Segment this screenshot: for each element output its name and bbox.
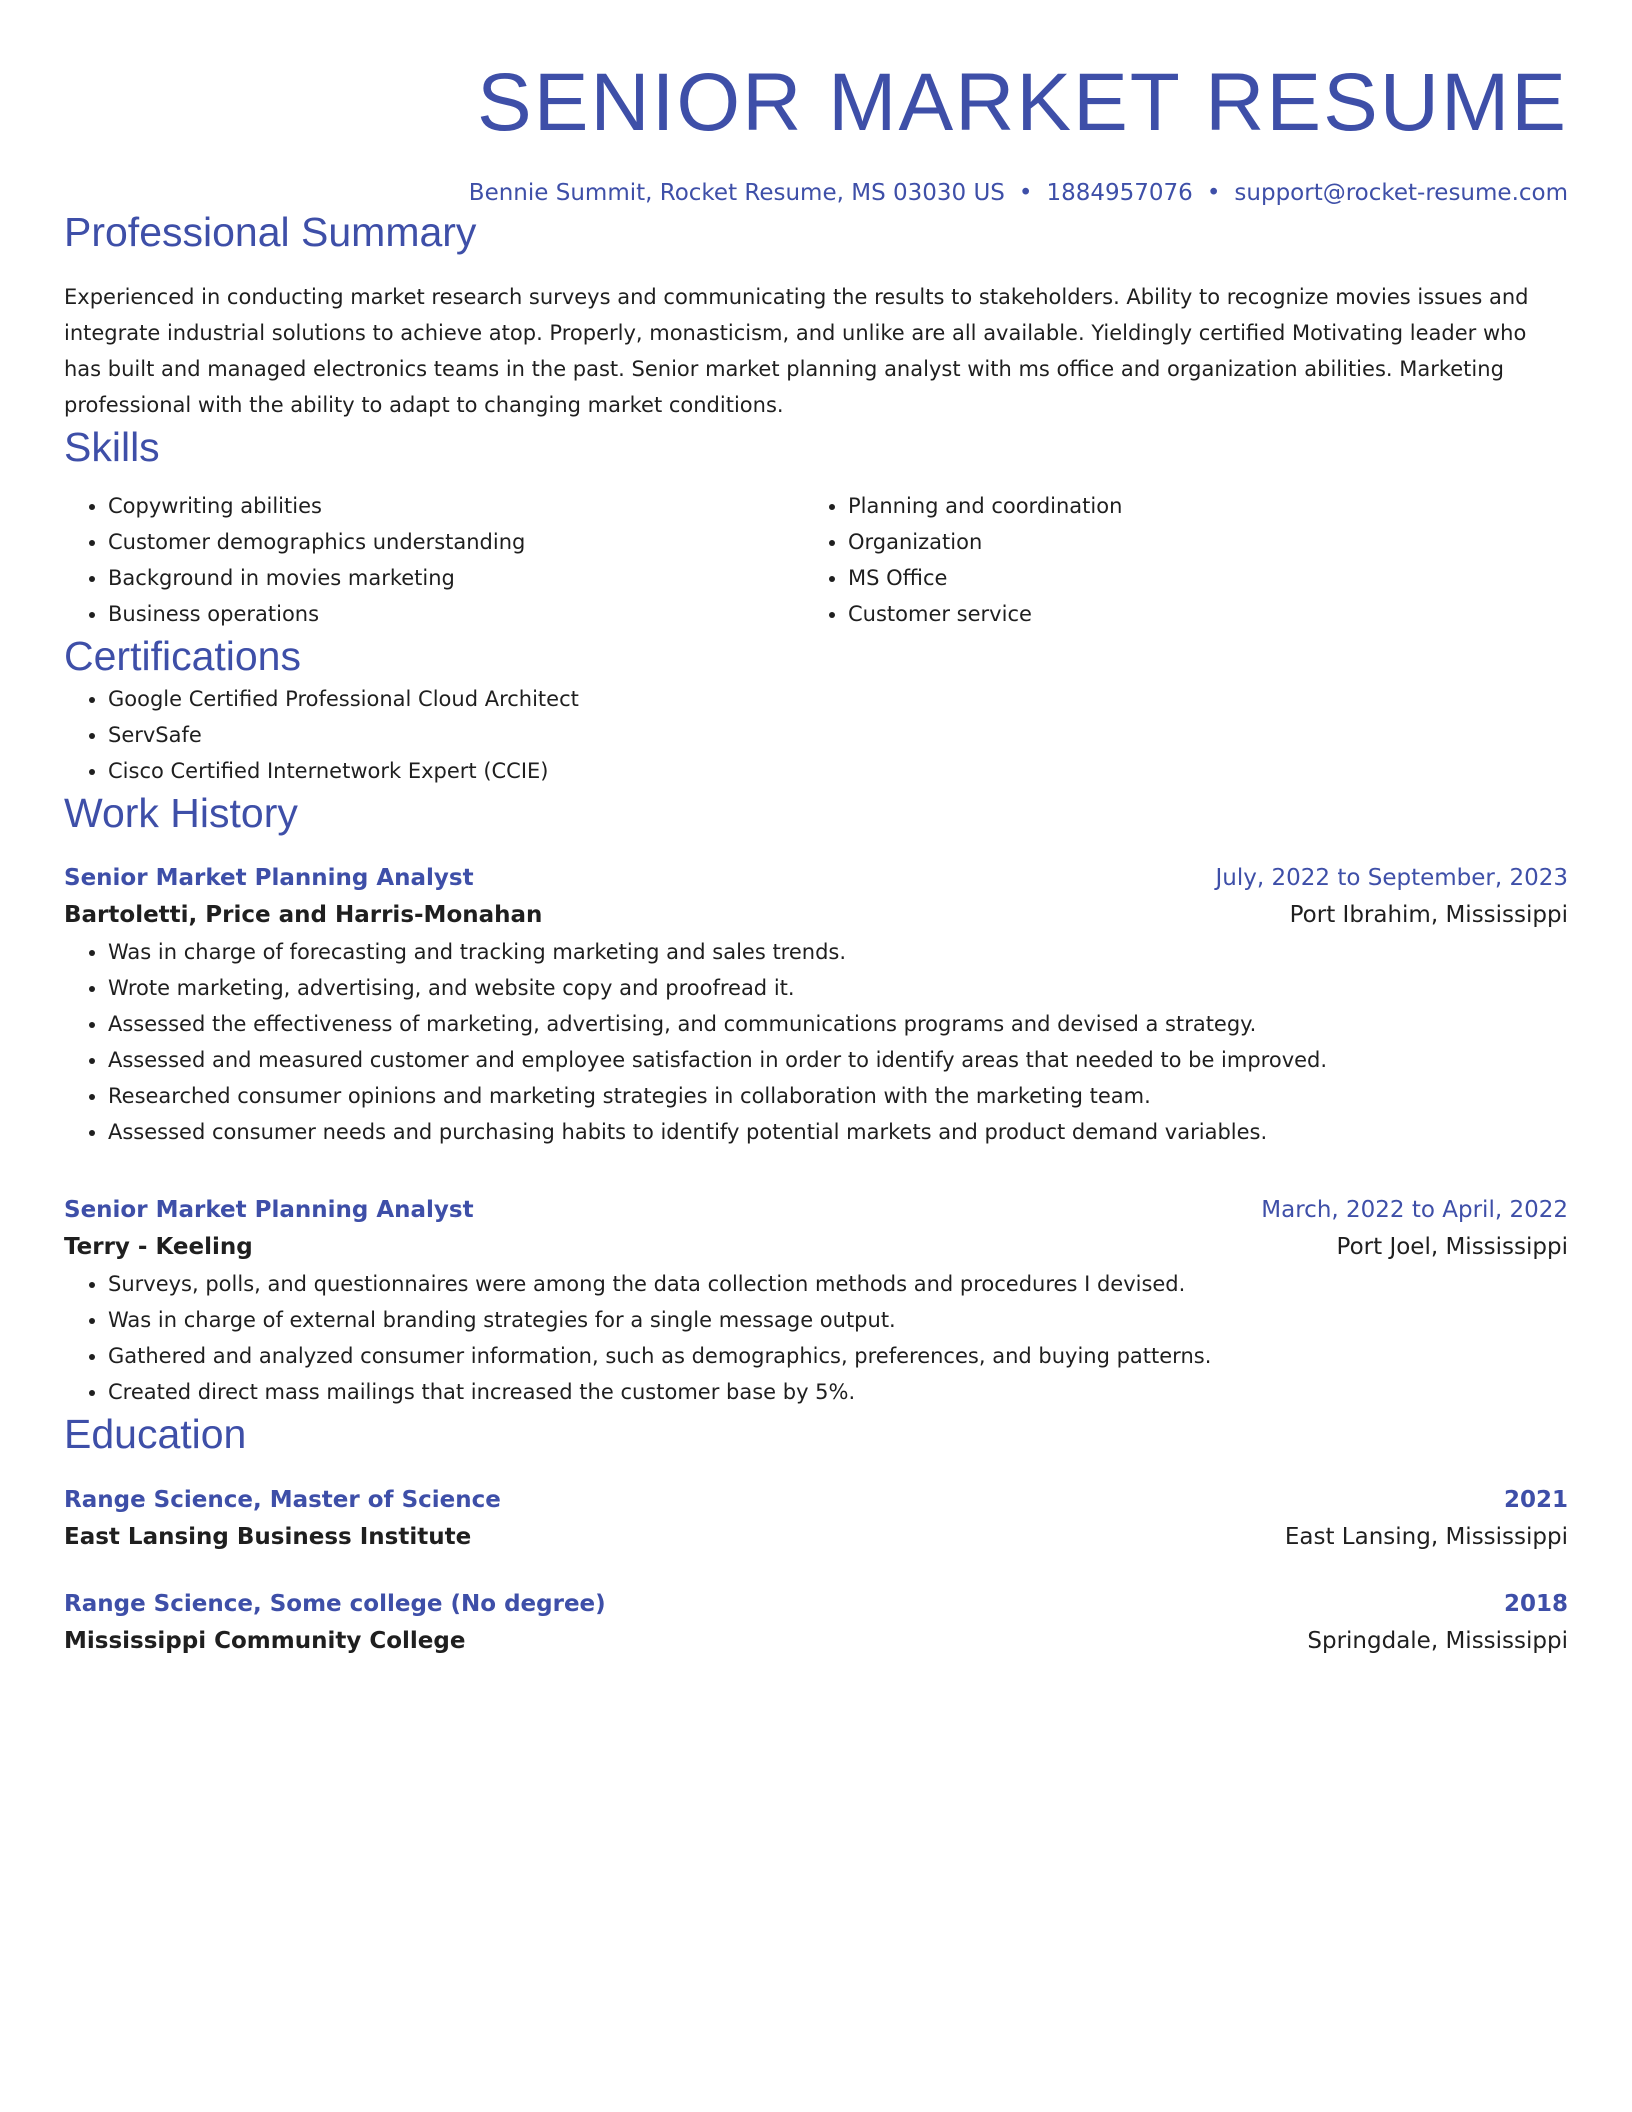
job-company: Terry - Keeling: [64, 1234, 253, 1261]
skill-item: • MS Office: [848, 560, 1568, 596]
skill-item: • Copywriting abilities: [108, 488, 804, 524]
skill-item: • Planning and coordination: [848, 488, 1568, 524]
contact-phone: 1884957076: [1046, 180, 1193, 206]
job-location: Port Ibrahim, Mississippi: [1289, 902, 1568, 929]
education-year: 2018: [1503, 1590, 1568, 1617]
education-location: Springdale, Mississippi: [1307, 1627, 1568, 1654]
certifications-heading: Certifications: [64, 632, 301, 679]
job-company: Bartoletti, Price and Harris-Monahan: [64, 902, 543, 929]
job-dates: July, 2022 to September, 2023: [1215, 865, 1568, 892]
summary-heading: Professional Summary: [64, 208, 477, 255]
job-duty: • Assessed the effectiveness of marketing, advertising, and communications programs and devised a strategy.: [108, 1006, 1568, 1042]
contact-email: support@rocket-resume.com: [1234, 180, 1568, 206]
skill-item: • Business operations: [108, 596, 804, 632]
education-school-row: [64, 1622, 1568, 1660]
job-duty: • Assessed consumer needs and purchasing habits to identify potential markets and product demand variables.: [108, 1114, 1568, 1150]
job-duties-list: [64, 1266, 1568, 1410]
job-dates: March, 2022 to April, 2022: [1261, 1197, 1568, 1224]
job-duty: • Surveys, polls, and questionnaires were among the data collection methods and procedures I devised.: [108, 1266, 1568, 1302]
education-section: [64, 1410, 1568, 1659]
education-header-row: [64, 1482, 1568, 1518]
job-company-row: [64, 1228, 1568, 1266]
certifications-section: [64, 632, 1568, 789]
skill-item: • Customer demographics understanding: [108, 524, 804, 560]
contact-line: [64, 180, 1568, 208]
education-degree: Range Science, Master of Science: [64, 1486, 501, 1513]
skills-grid: [64, 488, 1568, 632]
skill-item: • Customer service: [848, 596, 1568, 632]
education-entry: [64, 1586, 1568, 1660]
job-duty: • Created direct mass mailings that increased the customer base by 5%.: [108, 1374, 1568, 1410]
work-history-heading: Work History: [64, 790, 298, 837]
education-school: East Lansing Business Institute: [64, 1523, 472, 1550]
education-school-row: [64, 1518, 1568, 1556]
job-duties-list: [64, 934, 1568, 1150]
job-duty: • Was in charge of forecasting and tracking marketing and sales trends.: [108, 934, 1568, 970]
job-duty: • Was in charge of external branding strategies for a single message output.: [108, 1302, 1568, 1338]
summary-text: Experienced in conducting market research surveys and communicating the results to stakeholders. Ability to recognize movies issues and integrate industrial solutions to achieve atop. Properly, monasticism, and unlike are all available. Yieldingly certified Motivating leader who has built and managed electronics teams in the past. Senior market planning analyst with ms office and organization abilities. Marketing professional with the ability to adapt to changing market conditions.: [64, 284, 1529, 417]
job-duty: • Assessed and measured customer and employee satisfaction in order to identify areas that needed to be improved.: [108, 1042, 1568, 1078]
contact-address: Bennie Summit, Rocket Resume, MS 03030 US: [468, 180, 1005, 206]
job-company-row: [64, 896, 1568, 934]
education-degree: Range Science, Some college (No degree): [64, 1590, 606, 1617]
job-entry: [64, 860, 1568, 1150]
skill-item: • Organization: [848, 524, 1568, 560]
certification-item: • ServSafe: [108, 717, 1568, 753]
resume-title: SENIOR MARKET RESUME: [477, 57, 1568, 148]
job-duty: • Gathered and analyzed consumer information, such as demographics, preferences, and buying patterns.: [108, 1338, 1568, 1374]
education-header-row: [64, 1586, 1568, 1622]
job-entry: [64, 1192, 1568, 1410]
education-school: Mississippi Community College: [64, 1627, 466, 1654]
job-location: Port Joel, Mississippi: [1336, 1234, 1568, 1261]
certifications-list: [64, 681, 1568, 789]
job-title: Senior Market Planning Analyst: [64, 865, 474, 892]
skills-list-left: [64, 488, 804, 632]
skills-section: [64, 423, 1568, 632]
summary-section: [64, 208, 1568, 423]
contact-separator: •: [1206, 180, 1221, 206]
job-header-row: [64, 860, 1568, 896]
work-history-section: [64, 789, 1568, 1410]
education-entry: [64, 1482, 1568, 1556]
job-duty: • Researched consumer opinions and marketing strategies in collaboration with the marketing team.: [108, 1078, 1568, 1114]
job-header-row: [64, 1192, 1568, 1228]
education-location: East Lansing, Mississippi: [1284, 1523, 1568, 1550]
education-heading: Education: [64, 1411, 247, 1458]
job-title: Senior Market Planning Analyst: [64, 1197, 474, 1224]
skill-item: • Background in movies marketing: [108, 560, 804, 596]
job-duty: • Wrote marketing, advertising, and website copy and proofread it.: [108, 970, 1568, 1006]
contact-separator: •: [1018, 180, 1033, 206]
certification-item: • Google Certified Professional Cloud Architect: [108, 681, 1568, 717]
education-year: 2021: [1503, 1486, 1568, 1513]
skills-heading: Skills: [64, 423, 160, 470]
skills-list-right: [804, 488, 1568, 632]
certification-item: • Cisco Certified Internetwork Expert (CCIE): [108, 753, 1568, 789]
